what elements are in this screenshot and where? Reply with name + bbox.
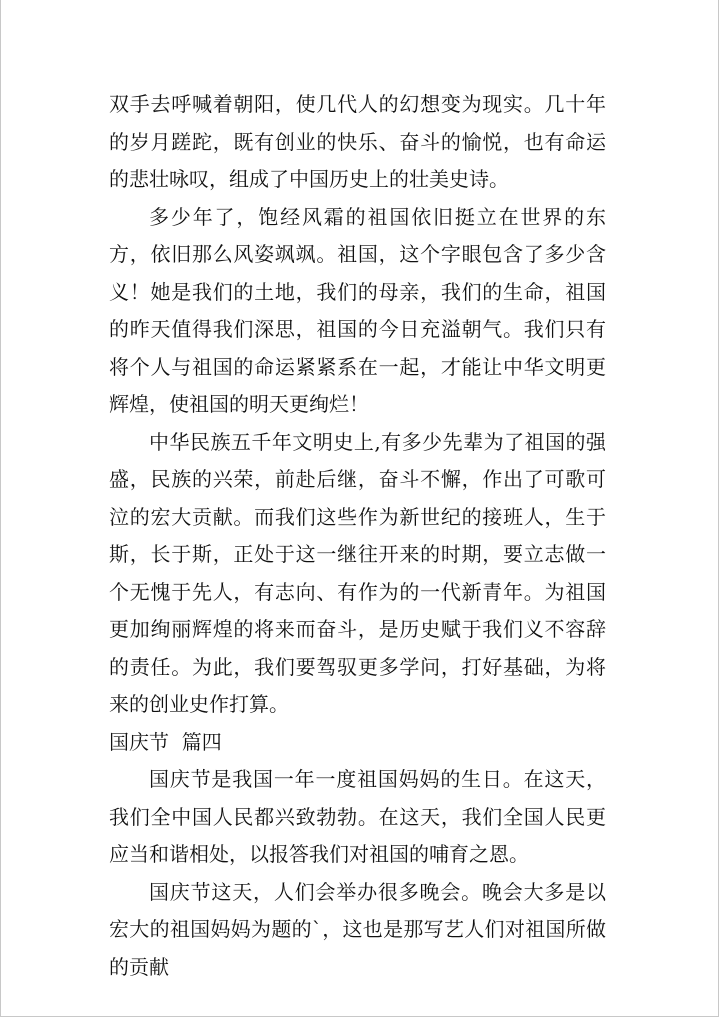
document-body [109,86,606,986]
paragraph-2: 多少年了，饱经风霜的祖国依旧挺立在世界的东方，依旧那么风姿飒飒。祖国，这个字眼包含了多少含义！她是我们的土地，我们的母亲，我们的生命，祖国的昨天值得我们深思，祖国的今日充溢朝气。我们只有将个人与祖国的命运紧紧系在一起，才能让中华文明更辉煌，使祖国的明天更绚烂！ [109,204,606,416]
paragraph-3: 中华民族五千年文明史上,有多少先辈为了祖国的强盛，民族的兴荣，前赴后继，奋斗不懈，作出了可歌可泣的宏大贡献。而我们这些作为新世纪的接班人，生于斯，长于斯，正处于这一继往开来的时期，要立志做一个无愧于先人，有志向、有作为的一代新青年。为祖国更加绚丽辉煌的将来而奋斗，是历史赋于我们义不容辞的责任。为此，我们要驾驭更多学问，打好基础，为将来的创业史作打算。 [109,429,606,716]
paragraph-1: 双手去呼喊着朝阳，使几代人的幻想变为现实。几十年的岁月蹉跎，既有创业的快乐、奋斗的愉悦，也有命运的悲壮咏叹，组成了中国历史上的壮美史诗。 [109,92,606,191]
paragraph-5: 国庆节这天，人们会举办很多晚会。晚会大多是以宏大的祖国妈妈为题的`，这也是那写艺人们对祖国所做的贡献 [109,879,606,979]
section-heading: 国庆节 篇四 [109,729,222,754]
paragraph-4: 国庆节是我国一年一度祖国妈妈的生日。在这天，我们全中国人民都兴致勃勃。在这天，我们全国人民更应当和谐相处，以报答我们对祖国的哺育之恩。 [109,767,606,866]
